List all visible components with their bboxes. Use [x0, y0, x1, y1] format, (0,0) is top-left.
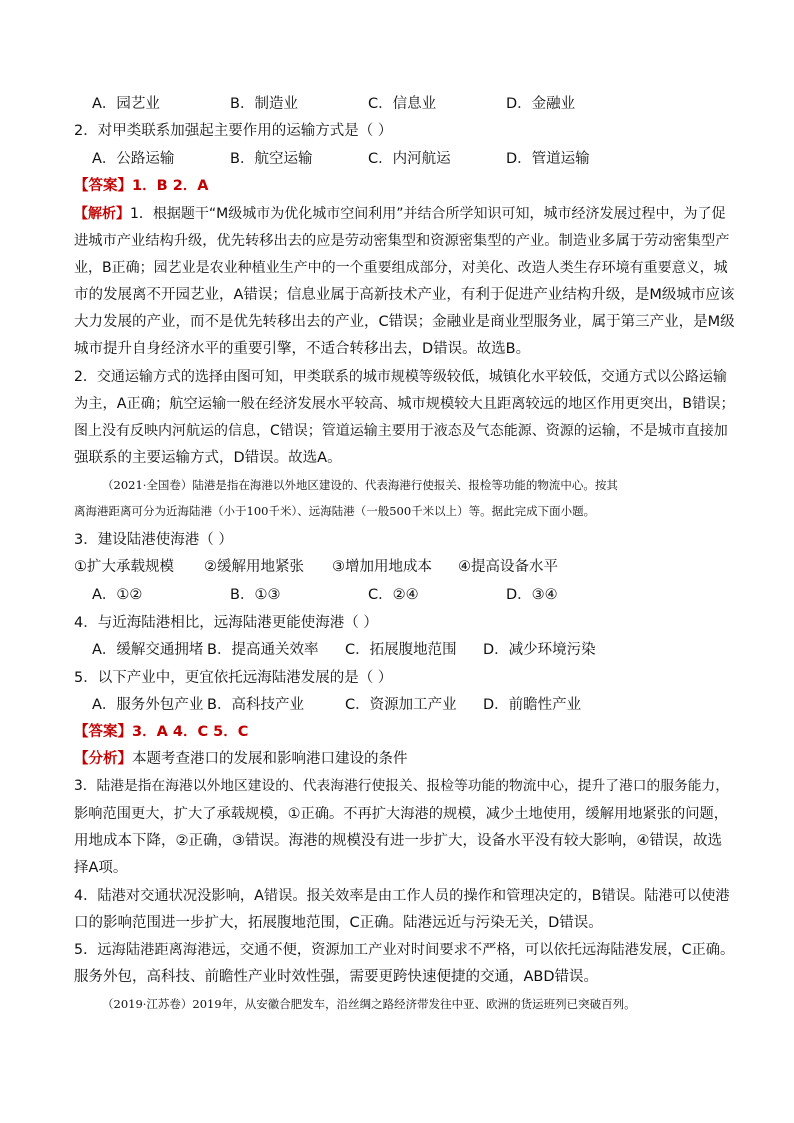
q4-options	[92, 640, 732, 660]
q2-option-d: D．管道运输	[506, 151, 590, 167]
q2-options	[92, 149, 732, 169]
analysis2-line-4: 择A项。	[74, 860, 128, 876]
q2-option-c: C．内河航运	[368, 151, 451, 167]
analysis-line-6: 城市提升自身经济水平的重要引擎，不适合转移出去，D错误。故选B。	[74, 341, 531, 357]
q1-option-a: A．园艺业	[92, 96, 160, 112]
analysis-line-9: 图上没有反映内河航运的信息，C错误；管道运输主要用于液态及气态能源、资源的运输，不是城市直接加	[74, 423, 728, 439]
answer-block-2	[74, 722, 734, 742]
q5-option-c: C．资源加工产业	[345, 697, 457, 713]
q3-option-c: C．②④	[368, 587, 419, 603]
q3-choices	[74, 557, 734, 577]
fenxi-text: 本题考查港口的发展和影响港口建设的条件	[132, 751, 408, 767]
q2-option-a: A．公路运输	[92, 151, 175, 167]
source-2: （2019·江苏卷）2019年，从安徽合肥发车，沿丝绸之路经济带发往中亚、欧洲的货运班列已突破百列。	[102, 997, 636, 1011]
analysis-line-3: 业，B正确；园艺业是农业种植业生产中的一个重要组成部分，对美化、改造人类生存环境有重要意义，城	[74, 260, 728, 276]
q4-option-a: A．缓解交通拥堵	[92, 642, 204, 658]
source-1-line-2: 离海港距离可分为近海陆港（小于100千米）、远海陆港（一般500千米以上）等。据此完成下面小题。	[74, 504, 596, 518]
q3-options	[92, 585, 732, 605]
q1-options	[92, 94, 732, 114]
q5-stem: 5．以下产业中，更宜依托远海陆港发展的是（ ）	[74, 670, 393, 686]
analysis2-line-8: 服务外包，高科技、前瞻性产业时效性强，需要更跨快速便捷的交通，ABD错误。	[74, 969, 599, 985]
q4-option-c: C．拓展腹地范围	[345, 642, 457, 658]
analysis-line-8: 为主，A正确；航空运输一般在经济发展水平较高、城市规模较大且距离较远的地区作用更突出，B错误；	[74, 396, 735, 412]
q4-option-d: D．减少环境污染	[483, 642, 596, 658]
q3-choice-3: ③增加用地成本	[332, 559, 432, 575]
q2-option-b: B．航空运输	[230, 151, 313, 167]
q3-choice-2: ②缓解用地紧张	[204, 559, 304, 575]
q4-stem: 4．与近海陆港相比，远海陆港更能使海港（ ）	[74, 615, 378, 631]
analysis2-line-6: 口的影响范围进一步扩大，拓展腹地范围，C正确。陆港远近与污染无关，D错误。	[74, 915, 603, 931]
analysis-text: 1．根据题干“M级城市为优化城市空间利用”并结合所学知识可知，城市经济发展过程中，为了促	[130, 206, 726, 222]
analysis-summary	[74, 749, 734, 769]
analysis-line-5: 大力发展的产业，而不是优先转移出去的产业，C错误；金融业是商业型服务业，属于第三产业，是M级	[74, 314, 735, 330]
q3-option-b: B．①③	[230, 587, 281, 603]
analysis-line-1	[74, 204, 734, 224]
analysis-line-10: 强联系的主要运输方式，D错误。故选A。	[74, 450, 342, 466]
analysis-line-7: 2．交通运输方式的选择由图可知，甲类联系的城市规模等级较低，城镇化水平较低，交通方式以公路运输	[74, 369, 727, 385]
q1-option-d: D．金融业	[506, 96, 576, 112]
analysis-line-2: 进城市产业结构升级，优先转移出去的应是劳动密集型和资源密集型的产业。制造业多属于劳动密集型产	[74, 233, 730, 249]
answer-block-1	[74, 176, 734, 196]
q3-option-a: A．①②	[92, 587, 143, 603]
q5-options	[92, 695, 732, 715]
answer-tag: 【答案】	[74, 178, 132, 194]
analysis2-line-2: 影响范围更大，扩大了承载规模，①正确。不再扩大海港的规模，减少土地使用，缓解用地紧张的问题，	[74, 806, 729, 822]
answer-tag: 【答案】	[74, 724, 132, 740]
source-1-line-1: （2021·全国卷）陆港是指在海港以外地区建设的、代表海港行使报关、报检等功能的物流中心。按其	[102, 478, 618, 492]
analysis-line-4: 市的发展离不开园艺业，A错误；信息业属于高新技术产业，有利于促进产业结构升级，是M级城市应该	[74, 287, 735, 303]
analysis2-line-3: 用地成本下降，②正确，③错误。海港的规模没有进一步扩大，设备水平没有较大影响，④错误，故选	[74, 833, 722, 849]
analysis2-line-7: 5．远海陆港距离海港远，交通不便，资源加工产业对时间要求不严格，可以依托远海陆港发展，C正确。	[74, 942, 735, 958]
q1-option-c: C．信息业	[368, 96, 437, 112]
q5-option-b: B．高科技产业	[207, 697, 304, 713]
analysis-tag: 【解析】	[74, 206, 130, 222]
q3-choice-1: ①扩大承载规模	[74, 559, 174, 575]
q4-option-b: B．提高通关效率	[207, 642, 319, 658]
q1-option-b: B．制造业	[230, 96, 298, 112]
q5-option-d: D．前瞻性产业	[483, 697, 582, 713]
answer-text: 3．A 4．C 5．C	[132, 724, 249, 740]
analysis2-line-1: 3．陆港是指在海港以外地区建设的、代表海港行使报关、报检等功能的物流中心，提升了港口的服务能力，	[74, 778, 730, 794]
q2-stem: 2．对甲类联系加强起主要作用的运输方式是（ ）	[74, 123, 393, 139]
q3-option-d: D．③④	[506, 587, 558, 603]
analysis2-line-5: 4．陆港对交通状况没影响，A错误。报关效率是由工作人员的操作和管理决定的，B错误。陆港可以使港	[74, 888, 730, 904]
q5-option-a: A．服务外包产业	[92, 697, 204, 713]
q3-stem: 3．建设陆港使海港（ ）	[74, 532, 233, 548]
q3-choice-4: ④提高设备水平	[458, 559, 558, 575]
answer-text: 1．B 2．A	[132, 178, 209, 194]
fenxi-tag: 【分析】	[74, 751, 132, 767]
